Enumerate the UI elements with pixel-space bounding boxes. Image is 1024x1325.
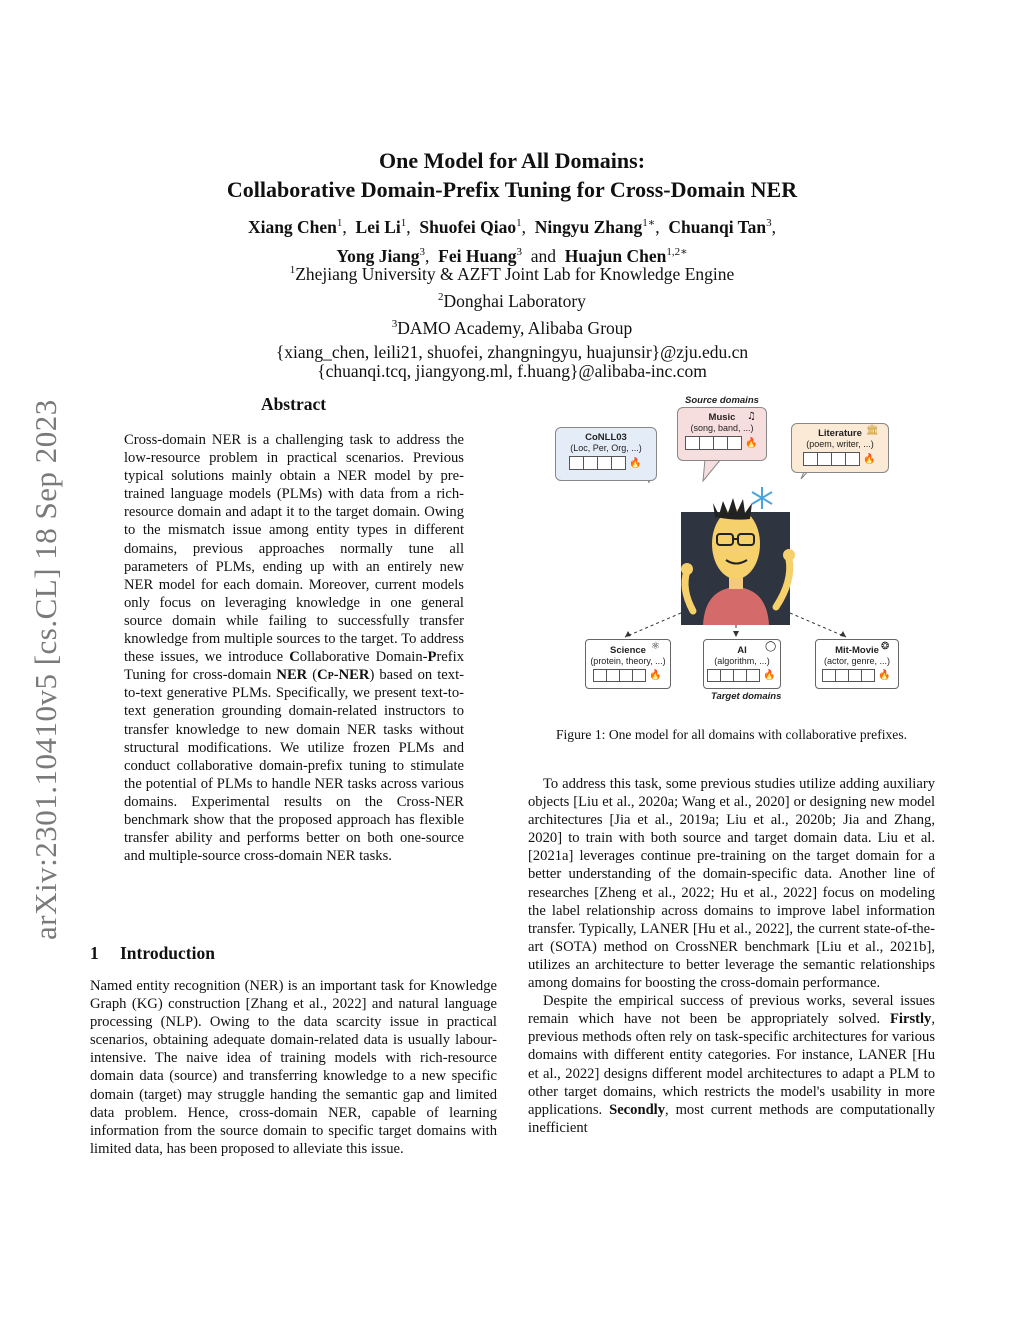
source-domains-label: Source domains <box>685 395 759 406</box>
domain-name: Music <box>708 412 736 423</box>
method-name: Cp-NER <box>317 667 370 684</box>
flame-icon: 🔥 <box>863 453 876 465</box>
domain-name: Mit-Movie <box>835 645 879 656</box>
affiliation-sup: 2 <box>438 290 444 303</box>
author-sup: 3 <box>516 245 522 258</box>
author-sup: 3 <box>419 245 426 258</box>
title-line-2: Collaborative Domain-Prefix Tuning for Cross-Domain NER <box>226 177 798 202</box>
domain-types: (song, band, ...) <box>690 423 754 433</box>
paragraph-bold: Secondly <box>609 1101 666 1118</box>
abstract-bold: C <box>289 649 300 666</box>
section-number: 1 <box>90 943 99 963</box>
author-sup: 1∗ <box>642 217 656 229</box>
person-hair <box>713 498 752 520</box>
paper-title <box>0 146 1024 204</box>
affiliation <box>0 259 1024 286</box>
author-name: Ningyu Zhang <box>534 216 643 237</box>
library-icon: 🏛 <box>866 425 879 436</box>
paragraph-text: Despite the empirical success of previous works, several issues remain which have not been be appropriately solved. <box>528 993 935 1028</box>
flame-icon: 🔥 <box>629 457 642 469</box>
domain-types: (Loc, Per, Org, ...) <box>570 443 642 453</box>
author-name: Huajun Chen <box>564 245 667 266</box>
intro-right-column <box>528 775 935 1137</box>
domain-types: (poem, writer, ...) <box>806 439 874 449</box>
flame-icon: 🔥 <box>878 670 891 681</box>
affiliations <box>0 259 1024 381</box>
domain-types: (protein, theory, ...) <box>590 656 666 666</box>
title-line-1: One Model for All Domains: <box>378 148 646 173</box>
affiliation-text: Donghai Laboratory <box>443 290 586 311</box>
target-domains-label: Target domains <box>711 691 782 702</box>
figure-1 <box>553 393 913 705</box>
bubble-tail <box>703 459 721 481</box>
domain-types: (actor, genre, ...) <box>823 656 891 666</box>
affiliation <box>0 313 1024 340</box>
author-sup: 1,2∗ <box>666 245 688 258</box>
prefix-slots <box>704 669 780 682</box>
affiliation-sup: 1 <box>289 264 296 276</box>
abstract-text: ollaborative Domain- <box>299 649 428 666</box>
intro-paragraph-1: Named entity recognition (NER) is an important task for Knowledge Graph (KG) construction [Zhang et al., 2022] and natural language processing (NLP). Owing to the data scarcity issue in practical scenarios, obtaining adequate domain-related data is usually labour-intensive. The naive idea of training models with rich-resource domain data (source) and transferring knowledge to a new specific domain (target) may struggle handing the semantic gap and limited data problem. Hence, cross-domain NER, capable of learning information from the source domain to specific target domains with limited data, has been proposed to alleviate this issue. <box>90 978 497 1157</box>
author-sup: 1 <box>336 217 343 229</box>
author-name: Chuanqi Tan <box>668 216 767 237</box>
prefix-slots <box>792 452 888 466</box>
flame-icon: 🔥 <box>763 670 776 681</box>
abstract-bold: P <box>427 649 437 666</box>
authors-and: and <box>530 245 556 266</box>
affiliation <box>0 286 1024 313</box>
abstract-text: ( <box>307 667 318 684</box>
email-line: {xiang_chen, leili21, shuofei, zhangningyu, huajunsir}@zju.edu.cn <box>275 342 749 363</box>
intro-left-column <box>90 977 497 1158</box>
author-name: Shuofei Qiao <box>419 216 517 237</box>
affiliation-text: Zhejiang University & AZFT Joint Lab for Knowledge Engine <box>295 263 735 284</box>
paragraph-bold: Firstly <box>890 1011 932 1028</box>
arxiv-stamp: arXiv:2301.10410v5 [cs.CL] 18 Sep 2023 <box>28 399 63 940</box>
emails <box>0 343 1024 381</box>
bubble-conll03 <box>555 427 657 481</box>
domain-name: Science <box>610 645 646 656</box>
author-name: Yong Jiang <box>336 245 420 266</box>
prefix-slots <box>816 669 898 682</box>
film-reel-icon: ❂ <box>881 641 890 652</box>
prefix-slots <box>586 669 670 682</box>
abstract-heading: Abstract <box>260 394 327 414</box>
snowflake-icon <box>752 487 772 509</box>
paragraph-text: , most current methods are computationally inefficient <box>528 1101 935 1136</box>
affiliation-text: DAMO Academy, Alibaba Group <box>397 317 633 338</box>
intro-paragraph-3 <box>528 992 935 1137</box>
abstract-text: ) based on text-to-text generative PLMs. Specifically, we present text-to-text generation grounding domain-related instructors to transfer knowledge to new domain NER tasks without structural modifications. We utilize frozen PLMs and conduct collaborative domain-prefix tuning to stimulate the potential of PLMs to handle NER tasks across various domains. Experimental results on the Cross-NER benchmark show that the proposed approach has flexible transfer ability and performs better on both one-source and multiple-source cross-domain NER tasks. <box>124 667 464 865</box>
domain-name: AI <box>737 645 747 656</box>
domain-name: Literature <box>818 428 862 439</box>
author-sup: 1 <box>516 217 522 229</box>
email-line: {chuanqi.tcq, jiangyong.ml, f.huang}@alibaba-inc.com <box>317 361 707 382</box>
affiliation-sup: 3 <box>391 317 398 330</box>
author-list: Xiang Chen$^1$, Lei Li$^1$, Shuofei Qiao$^1$, Ningyu Zhang$^{1∗}$, Chuanqi Tan$^3$, Yong Jiang$^3$, Fei Huang$^3$ and Huajun Chen$^{1,2∗}$ <box>247 216 777 266</box>
intro-paragraph-2: To address this task, some previous studies utilize adding auxiliary objects [Liu et al., 2020a; Wang et al., 2020] or designing new model architectures [Jia et al., 2019a; Liu et al., 2020b; Jia and Zhang, 2020] to train with both source and target domain data. Liu et al. [2021a] leverages continue pre-training on the target domain for a better understanding of the domain-specific data. Another line of researches [Zheng et al., 2022; Hu et al., 2022] focus on modeling the label relationship across domains to improve label information transfer. Typically, LANER [Hu et al., 2022], the current state-of-the-art (SOTA) method on CrossNER benchmark [Liu et al., 2021b], utilizes an architecture to better leverage the semantic relationships among domains for boosting the cross-domain performance. <box>528 776 935 992</box>
domain-types: (algorithm, ...) <box>714 656 770 666</box>
ai-chip-icon: ◯ <box>765 641 777 652</box>
figure-caption: Figure 1: One model for all domains with collaborative prefixes. <box>555 727 908 742</box>
author-name: Fei Huang <box>438 245 517 266</box>
flame-icon: 🔥 <box>745 437 758 449</box>
abstract-text: Cross-domain NER is a challenging task to address the low-resource problem in practical scenarios. Previous typical solutions mainly obtain a NER model by pre-trained language models (PLMs) with data from a rich-resource domain and adapt it to the target domain. Owing to the mismatch issue among entity types in different domains, previous approaches normally tune all parameters of PLMs, ending up with an entirely new NER model for each domain. Moreover, current models only focus on leveraging knowledge in one general source domain while failing to successfully transfer knowledge from multiple sources to the target. To address these issues, we introduce <box>124 432 464 666</box>
abstract-body <box>124 431 464 865</box>
prefix-slots <box>678 436 766 450</box>
section-title: Introduction <box>120 943 215 963</box>
flame-icon: 🔥 <box>649 670 662 681</box>
domain-name: CoNLL03 <box>585 432 627 443</box>
author-sup: 1 <box>400 217 407 229</box>
atom-icon: ⚛ <box>651 641 660 652</box>
section-heading <box>90 943 497 964</box>
author-name: Xiang Chen <box>247 216 337 237</box>
abstract-text: refix Tuning for cross-domain <box>124 649 464 684</box>
abstract-bold: NER <box>276 667 308 684</box>
music-note-icon: ♫ <box>747 411 756 422</box>
paragraph-text: , previous methods often rely on task-specific architectures for various domains with different entity categories. For instance, LANER [Hu et al., 2022] designs different model architectures to adapt a PLM to other target domains, which restricts the model's usability in more applications. <box>528 1011 935 1118</box>
author-name: Lei Li <box>355 216 401 237</box>
author-sup: 3 <box>766 217 772 229</box>
prefix-slots <box>556 456 656 470</box>
